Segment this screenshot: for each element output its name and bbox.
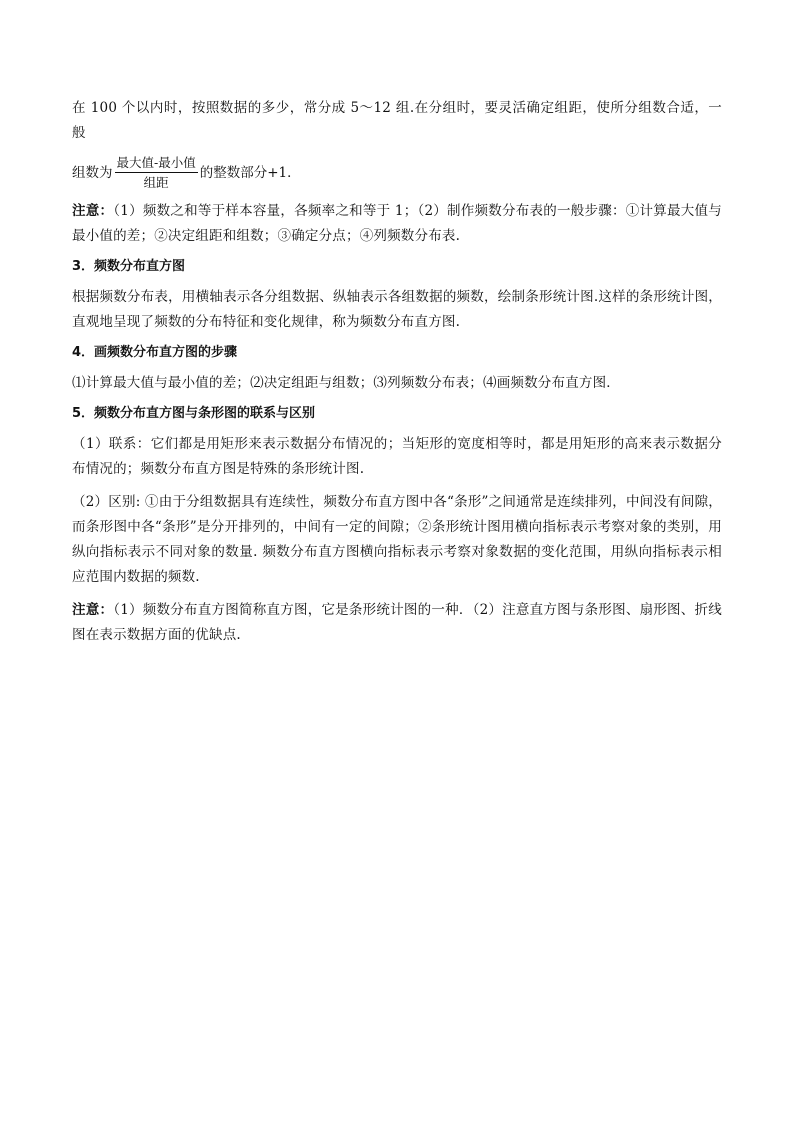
section-text-histogram: 根据频数分布表，用横轴表示各分组数据、纵轴表示各组数据的频数，绘制条形统计图.这样的条形统计图，直观地呈现了频数的分布特征和变化规律，称为频数分布直方图. xyxy=(72,289,722,330)
section-heading-comparison: 5．频数分布直方图与条形图的联系与区别 xyxy=(72,406,316,421)
comparison-connection: （1）联系：它们都是用矩形来表示数据分布情况的；当矩形的宽度相等时，都是用矩形的高来表示数据分布情况的；频数分布直方图是特殊的条形统计图. xyxy=(72,436,722,477)
document-page xyxy=(72,96,722,656)
fraction-numerator: 最大值-最小值 xyxy=(115,154,198,173)
section-text-steps: ⑴计算最大值与最小值的差；⑵决定组距与组数；⑶列频数分布表；⑷画频数分布直方图． xyxy=(72,375,620,391)
note-frequency-table xyxy=(72,199,722,249)
section-heading-histogram: 3．频数分布直方图 xyxy=(72,259,186,274)
section-heading-steps: 4．画频数分布直方图的步骤 xyxy=(72,345,238,360)
comparison-difference: （2）区别: ①由于分组数据具有连续性，频数分布直方图中各“条形”之间通常是连续排列，中间没有间隙，而条形图中各“条形”是分开排列的，中间有一定的间隙；②条形统计图用横向指标表示考察对象的类别，用纵向指标表示不同对象的数量. 频数分布直方图横向指标表示考察对象数据的变化范围，用纵向指标表示相应范围内数据的频数. xyxy=(72,494,722,585)
formula-prefix: 组数为 xyxy=(72,164,113,181)
paragraph-text: 在 100 个以内时，按照数据的多少，常分成 5～12 组.在分组时，要灵活确定组距，使所分组数合适，一般 xyxy=(72,100,722,141)
fraction-denominator: 组距 xyxy=(143,175,169,190)
note-label: 注意： xyxy=(72,602,114,618)
note-label: 注意： xyxy=(72,203,114,219)
note-text: （1）频数分布直方图简称直方图，它是条形统计图的一种．（2）注意直方图与条形图、扇形图、折线图在表示数据方面的优缺点. xyxy=(72,602,722,643)
formula-suffix: 的整数部分+1． xyxy=(199,164,301,181)
note-text: （1）频数之和等于样本容量，各频率之和等于 1；（2）制作频数分布表的一般步骤：①计算最大值与最小值的差；②决定组距和组数；③确定分点；④列频数分布表. xyxy=(72,203,722,244)
note-histogram xyxy=(72,598,722,648)
group-count-formula xyxy=(72,154,722,191)
fraction xyxy=(115,154,198,191)
paragraph-group-count xyxy=(72,96,722,146)
